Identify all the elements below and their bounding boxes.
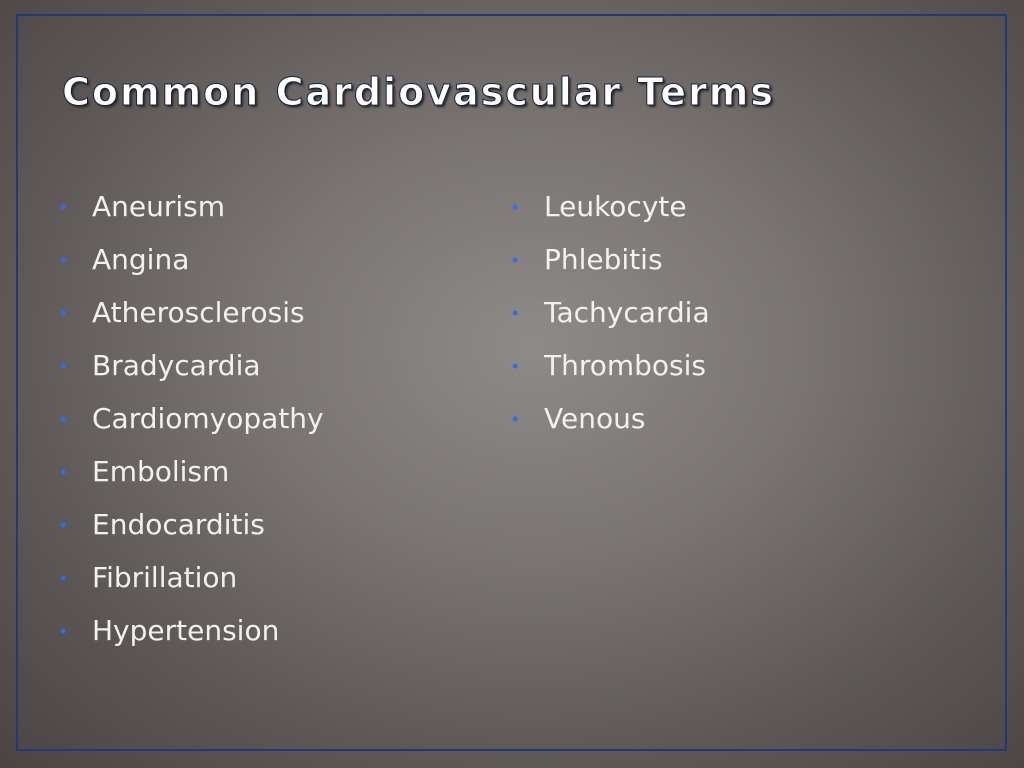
list-item: [60, 612, 324, 665]
bullet-icon: •: [60, 303, 67, 323]
term-label: Tachycardia: [544, 296, 710, 329]
bullet-icon: •: [60, 197, 67, 217]
bullet-icon: •: [60, 568, 67, 588]
bullet-icon: •: [60, 462, 67, 482]
term-label: Angina: [92, 243, 190, 276]
bullet-icon: •: [60, 621, 67, 641]
bullet-icon: •: [512, 250, 519, 270]
list-item: [60, 241, 324, 294]
bullet-icon: •: [60, 409, 67, 429]
term-label: Endocarditis: [92, 508, 265, 541]
term-label: Embolism: [92, 455, 230, 488]
list-item: [60, 559, 324, 612]
list-item: [512, 347, 710, 400]
term-label: Cardiomyopathy: [92, 402, 324, 435]
bullet-icon: •: [512, 356, 519, 376]
left-term-list: [60, 188, 324, 665]
list-item: [512, 400, 710, 453]
list-item: [60, 400, 324, 453]
term-label: Atherosclerosis: [92, 296, 305, 329]
term-label: Phlebitis: [544, 243, 663, 276]
term-label: Fibrillation: [92, 561, 238, 594]
list-item: [60, 347, 324, 400]
slide-title: Common Cardiovascular Terms: [62, 70, 776, 114]
list-item: [60, 453, 324, 506]
bullet-icon: •: [60, 515, 67, 535]
term-label: Thrombosis: [544, 349, 707, 382]
list-item: [512, 188, 710, 241]
right-term-list: [512, 188, 710, 453]
term-label: Leukocyte: [544, 190, 687, 223]
term-label: Venous: [544, 402, 646, 435]
list-item: [512, 241, 710, 294]
bullet-icon: •: [512, 409, 519, 429]
bullet-icon: •: [512, 197, 519, 217]
list-item: [60, 506, 324, 559]
bullet-icon: •: [60, 356, 67, 376]
list-item: [60, 294, 324, 347]
bullet-icon: •: [60, 250, 67, 270]
bullet-icon: •: [512, 303, 519, 323]
term-label: Aneurism: [92, 190, 226, 223]
list-item: [512, 294, 710, 347]
term-label: Hypertension: [92, 614, 280, 647]
term-label: Bradycardia: [92, 349, 261, 382]
list-item: [60, 188, 324, 241]
